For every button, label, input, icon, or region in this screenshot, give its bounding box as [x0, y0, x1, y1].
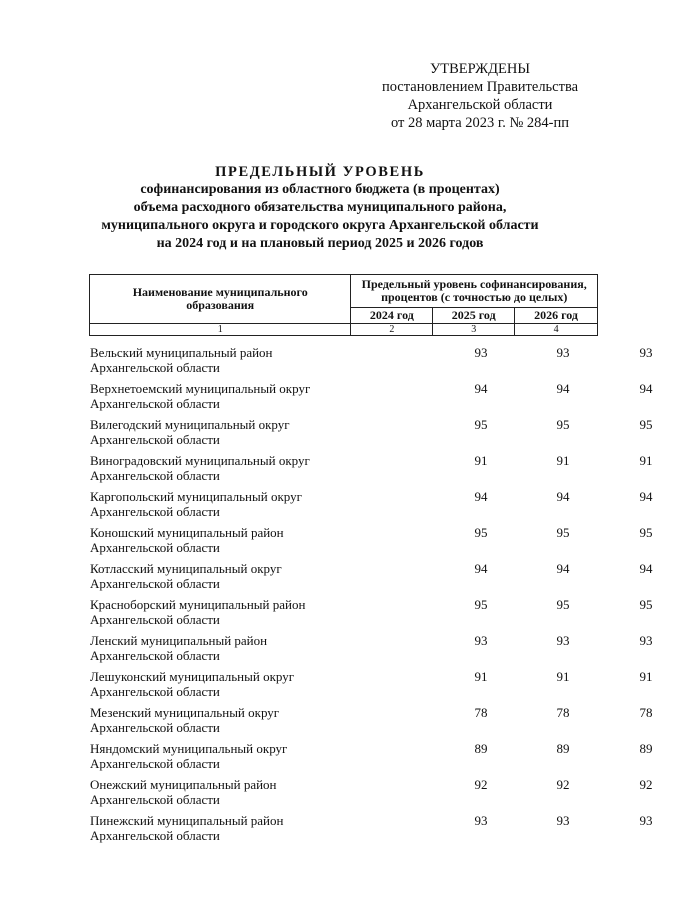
row-value-2024: 95 [474, 525, 488, 540]
row-name-line-2: Архангельской области [90, 576, 220, 591]
row-value-2026: 95 [639, 597, 653, 612]
row-name-line-1: Лешуконский муниципальный округ [90, 669, 295, 684]
row-value-2026: 89 [639, 741, 653, 756]
row-value-2024: 95 [474, 597, 488, 612]
row-value-2026: 95 [639, 417, 653, 432]
row-value-2024: 95 [474, 417, 488, 432]
column-header-year-2026: 2026 год [515, 308, 598, 324]
row-value-2026: 95 [639, 525, 653, 540]
row-name [90, 813, 330, 843]
row-value-2026: 92 [639, 777, 653, 792]
table-row [90, 525, 653, 561]
row-name [90, 633, 330, 663]
table-row [90, 597, 653, 633]
row-name [90, 669, 330, 699]
row-name-line-1: Красноборский муниципальный район [90, 597, 306, 612]
row-value-2024: 78 [474, 705, 488, 720]
title-heading: ПРЕДЕЛЬНЫЙ УРОВЕНЬ [215, 164, 425, 180]
table-row [90, 417, 653, 453]
row-value-2025: 94 [556, 381, 570, 396]
row-name [90, 705, 330, 735]
title-line-3: муниципального округа и городского округа Архангельской области [101, 218, 539, 233]
row-name [90, 561, 330, 591]
row-name-line-2: Архангельской области [90, 504, 220, 519]
row-value-2026: 94 [639, 381, 653, 396]
table-body [90, 345, 653, 849]
table-row [90, 777, 653, 813]
row-value-2024: 93 [474, 813, 488, 828]
table-row [90, 381, 653, 417]
row-value-2024: 89 [474, 741, 488, 756]
row-value-2026: 93 [639, 345, 653, 360]
row-name [90, 741, 330, 771]
row-value-2025: 95 [556, 525, 570, 540]
row-value-2024: 93 [474, 633, 488, 648]
row-value-2025: 94 [556, 489, 570, 504]
table-row [90, 489, 653, 525]
row-name-line-1: Мезенский муниципальный округ [90, 705, 280, 720]
column-header-level [351, 275, 598, 308]
row-value-2025: 95 [556, 597, 570, 612]
approval-line-3: Архангельской области [407, 97, 553, 113]
row-name [90, 597, 330, 627]
table-row [90, 561, 653, 597]
approval-line-4: от 28 марта 2023 г. № 284-пп [390, 115, 570, 131]
row-name-line-1: Вельский муниципальный район [90, 345, 273, 360]
row-name-line-2: Архангельской области [90, 648, 220, 663]
row-value-2025: 91 [556, 453, 570, 468]
row-value-2025: 91 [556, 669, 570, 684]
row-name-line-1: Котласский муниципальный округ [90, 561, 282, 576]
row-name-line-1: Каргопольский муниципальный округ [90, 489, 302, 504]
row-value-2024: 94 [474, 489, 488, 504]
table-row [90, 345, 653, 381]
title-line-1: софинансирования из областного бюджета (в процентах) [140, 182, 500, 197]
row-name [90, 489, 330, 519]
column-header-name-line-1: Наименование муниципального [132, 285, 308, 299]
approval-line-1: УТВЕРЖДЕНЫ [429, 61, 531, 77]
column-number-1: 1 [90, 324, 351, 336]
row-name [90, 525, 330, 555]
table-row [90, 669, 653, 705]
row-value-2025: 94 [556, 561, 570, 576]
approval-line-2: постановлением Правительства [381, 79, 579, 95]
row-value-2025: 92 [556, 777, 570, 792]
row-value-2024: 94 [474, 561, 488, 576]
row-name-line-1: Пинежский муниципальный район [90, 813, 284, 828]
row-name-line-1: Няндомский муниципальный округ [90, 741, 288, 756]
table-row [90, 633, 653, 669]
row-name [90, 381, 330, 411]
row-name [90, 777, 330, 807]
column-header-level-line-2: процентов (с точностью до целых) [381, 290, 568, 304]
row-value-2025: 93 [556, 345, 570, 360]
title-line-2: объема расходного обязательства муниципального района, [133, 200, 507, 215]
row-value-2024: 92 [474, 777, 488, 792]
column-header-name-line-2: образования [186, 298, 255, 312]
row-value-2026: 78 [639, 705, 653, 720]
row-name-line-2: Архангельской области [90, 720, 220, 735]
row-name-line-2: Архангельской области [90, 432, 220, 447]
column-number-2: 2 [351, 324, 433, 336]
table-row [90, 741, 653, 777]
row-name-line-1: Виноградовский муниципальный округ [90, 453, 310, 468]
table-header [89, 274, 598, 336]
row-value-2026: 93 [639, 633, 653, 648]
row-value-2026: 94 [639, 489, 653, 504]
row-value-2025: 89 [556, 741, 570, 756]
row-name-line-2: Архангельской области [90, 756, 220, 771]
title-line-4: на 2024 год и на плановый период 2025 и 2026 годов [156, 236, 484, 251]
row-name-line-2: Архангельской области [90, 540, 220, 555]
row-name [90, 453, 330, 483]
row-name-line-1: Онежский муниципальный район [90, 777, 277, 792]
row-name-line-2: Архангельской области [90, 684, 220, 699]
row-value-2026: 91 [639, 453, 653, 468]
row-value-2024: 93 [474, 345, 488, 360]
row-name-line-2: Архангельской области [90, 828, 220, 843]
table-row [90, 453, 653, 489]
column-header-level-line-1: Предельный уровень софинансирования, [361, 277, 587, 291]
table-row [90, 813, 653, 849]
document-title [80, 163, 560, 253]
row-name-line-2: Архангельской области [90, 396, 220, 411]
column-header-year-2025: 2025 год [433, 308, 515, 324]
row-value-2024: 91 [474, 669, 488, 684]
row-name-line-2: Архангельской области [90, 468, 220, 483]
approval-block [372, 60, 588, 132]
row-name [90, 345, 330, 375]
row-name-line-2: Архангельской области [90, 612, 220, 627]
row-name-line-1: Верхнетоемский муниципальный округ [90, 381, 311, 396]
row-value-2025: 93 [556, 633, 570, 648]
row-name-line-1: Коношский муниципальный район [90, 525, 284, 540]
row-value-2026: 93 [639, 813, 653, 828]
table-row [90, 705, 653, 741]
row-value-2026: 91 [639, 669, 653, 684]
row-value-2025: 95 [556, 417, 570, 432]
column-number-4: 4 [515, 324, 598, 336]
row-value-2025: 93 [556, 813, 570, 828]
column-number-3: 3 [433, 324, 515, 336]
row-value-2025: 78 [556, 705, 570, 720]
row-name [90, 417, 330, 447]
row-name-line-2: Архангельской области [90, 360, 220, 375]
column-header-name [90, 275, 351, 324]
row-value-2026: 94 [639, 561, 653, 576]
row-name-line-1: Вилегодский муниципальный округ [90, 417, 290, 432]
column-header-year-2024: 2024 год [351, 308, 433, 324]
row-value-2024: 91 [474, 453, 488, 468]
row-name-line-1: Ленский муниципальный район [90, 633, 268, 648]
row-name-line-2: Архангельской области [90, 792, 220, 807]
row-value-2024: 94 [474, 381, 488, 396]
